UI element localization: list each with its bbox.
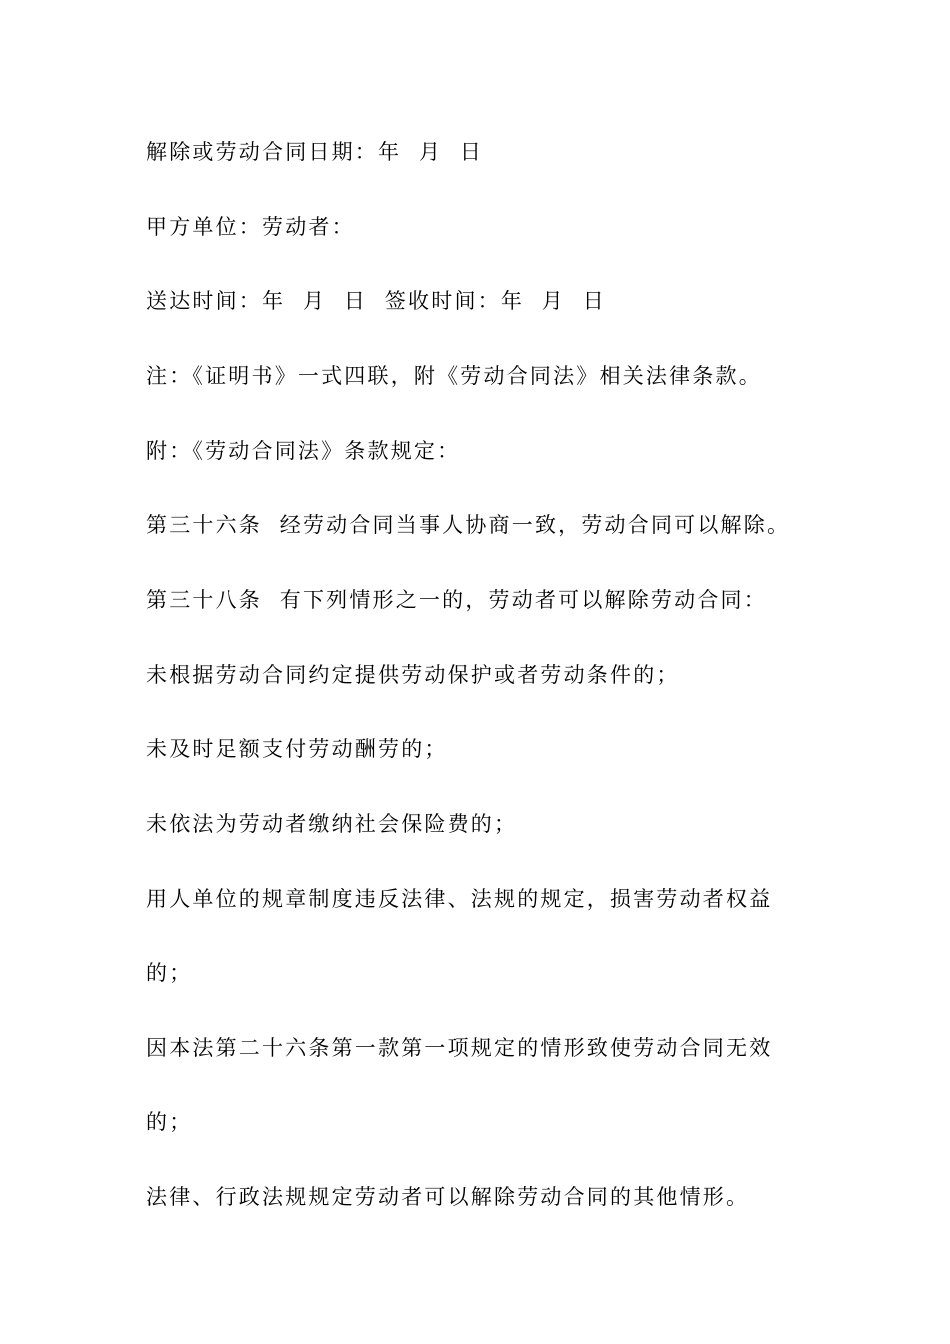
clause-item-6: 法律、行政法规规定劳动者可以解除劳动合同的其他情形。 xyxy=(146,1185,750,1209)
article-36: 第三十六条 经劳动合同当事人协商一致，劳动合同可以解除。 xyxy=(146,513,791,537)
clause-item-5-continued: 的； xyxy=(146,1110,193,1134)
clause-item-4: 用人单位的规章制度违反法律、法规的规定，损害劳动者权益 xyxy=(146,887,773,911)
appendix-heading: 附：《劳动合同法》条款规定： xyxy=(146,439,461,463)
note-line: 注：《证明书》一式四联，附《劳动合同法》相关法律条款。 xyxy=(146,364,762,388)
clause-item-2: 未及时足额支付劳动酬劳的； xyxy=(146,737,448,761)
clause-item-3: 未依法为劳动者缴纳社会保险费的； xyxy=(146,812,518,836)
clause-item-4-continued: 的； xyxy=(146,961,193,985)
party-line: 甲方单位：劳动者： xyxy=(146,215,355,239)
contract-date-line: 解除或劳动合同日期：年 月 日 xyxy=(146,140,484,164)
article-38: 第三十八条 有下列情形之一的，劳动者可以解除劳动合同： xyxy=(146,588,767,612)
clause-item-1: 未根据劳动合同约定提供劳动保护或者劳动条件的； xyxy=(146,663,680,687)
delivery-time-line: 送达时间：年 月 日 签收时间：年 月 日 xyxy=(146,289,606,313)
clause-item-5: 因本法第二十六条第一款第一项规定的情形致使劳动合同无效 xyxy=(146,1036,773,1060)
